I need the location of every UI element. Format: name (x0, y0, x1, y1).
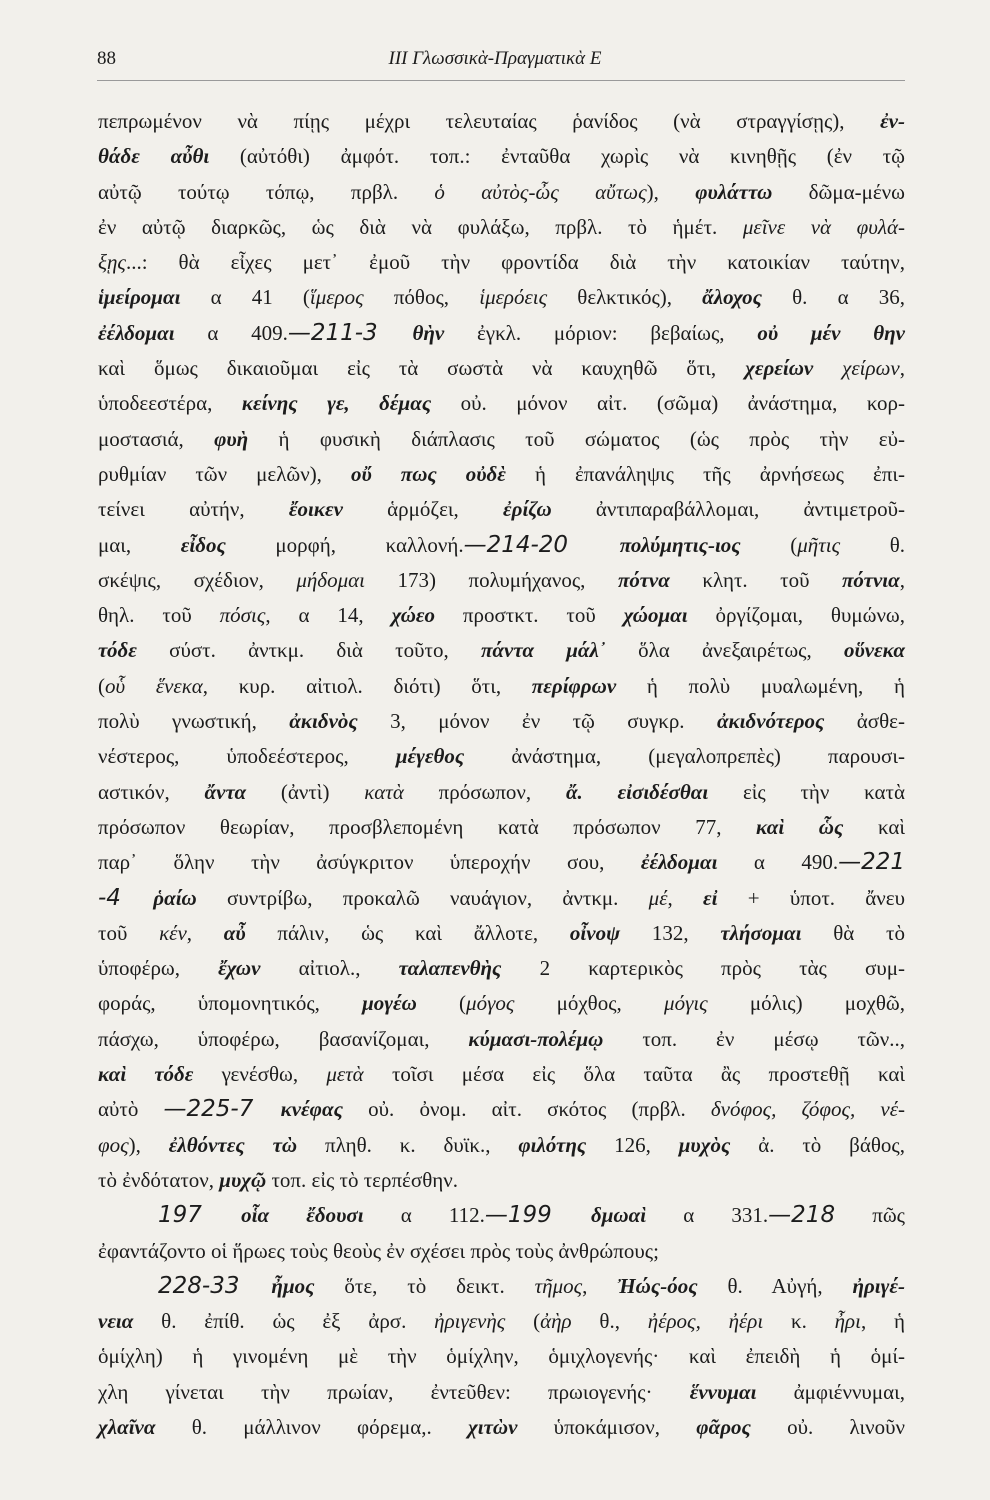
gloss-text: ὑποδεεστέρα, (98, 391, 242, 416)
headword: μυχῷ (219, 1167, 267, 1192)
gloss-text: οὐ. μόνον αἰτ. (σῶμα) ἀνάστημα, κορ- (431, 391, 905, 416)
italic-term: μόγις (664, 991, 708, 1016)
gloss-text: σύστ. ἀντκμ. διὰ τοῦτο, (136, 638, 481, 663)
headword: πάντα μάλ᾽ (480, 638, 606, 663)
headword: ἔοικεν (288, 497, 343, 522)
text-line (98, 1410, 905, 1445)
gloss-text: ὁμίχλη) ἡ γινομένη μὲ τὴν ὁμίχλην, ὁμιχλογενής· καὶ ἐπειδὴ ἡ ὁμί- (98, 1344, 905, 1369)
gloss-text: ἐφαντάζοντο οἱ ἥρωες τοὺς θεοὺς ἐν σχέσει πρὸς τοὺς ἀνθρώπους; (98, 1238, 659, 1263)
text-line (98, 139, 905, 174)
headword: ῥαίω (153, 885, 197, 910)
gloss-text: α 112. (363, 1203, 485, 1228)
text-line (98, 316, 905, 351)
verse-reference: —214-20 (463, 531, 620, 558)
gloss-text: ἀμφιέννυμαι, (756, 1379, 905, 1404)
gloss-text: τοπ. ἐν μέσῳ τῶν.., (603, 1026, 905, 1051)
gloss-text: συντρίβω, προκαλῶ ναυάγιον, ἀντκμ. (196, 885, 649, 910)
text-line (98, 563, 905, 598)
headword: φυλάττω (695, 179, 773, 204)
gloss-text: αὐτῷ τούτῳ τόπῳ, πρβλ. (98, 179, 435, 204)
verse-reference: —225-7 (163, 1096, 281, 1123)
gloss-text: , (899, 567, 905, 592)
gloss-text: μόλις) μοχθῶ, (707, 991, 905, 1016)
headword: οὐ μέν θην (757, 320, 905, 345)
gloss-text: ἡ φυσικὴ διάπλασις τοῦ σώματος (ὡς πρὸς τὴν εὐ- (248, 426, 905, 451)
headword: ἕννυμαι (689, 1379, 757, 1404)
gloss-text: ἡ πολὺ μυαλωμένη, ἡ (616, 673, 905, 698)
gloss-text: α 331. (646, 1203, 769, 1228)
gloss-text: πρόσωπον, (403, 779, 566, 804)
headword: μογέω (362, 991, 417, 1016)
headword: φᾶρος (696, 1414, 751, 1439)
gloss-text: θ. μάλλινον φόρεμα,. (155, 1414, 468, 1439)
text-line (98, 245, 905, 280)
text-line (98, 1304, 905, 1339)
text-line (98, 669, 905, 704)
gloss-text: τοῖσι μέσα εἰς ὅλα ταῦτα ἂς προστεθῇ καὶ (363, 1062, 905, 1087)
headword: φιλότης (518, 1132, 587, 1157)
headword: Ἠώς-όος (617, 1273, 698, 1298)
verse-reference: 228-33 (158, 1272, 272, 1299)
headword: οἶνοψ (569, 920, 621, 945)
gloss-text: μαι, (98, 532, 181, 557)
italic-term: δνόφος, ζόφος, νέ- (710, 1097, 905, 1122)
gloss-text: πῶς (835, 1203, 905, 1228)
gloss-text: αστικόν, (98, 779, 205, 804)
headword: κείνης γε, δέμας (241, 391, 432, 416)
header-rule (97, 80, 905, 81)
headword: χώομαι (623, 603, 688, 628)
text-line (98, 210, 905, 245)
text-line (98, 1163, 905, 1198)
gloss-text: καὶ (843, 814, 905, 839)
gloss-text: πολὺ γνωστική, (98, 709, 290, 734)
italic-term: ἦρι (834, 1309, 861, 1334)
gloss-text: α 490. (717, 850, 839, 875)
gloss-text: καὶ ὅμως δικαιοῦμαι εἰς τὰ σωστὰ νὰ καυχηθῶ ὅτι, (98, 356, 746, 381)
headword: ἐέλδομαι (98, 320, 175, 345)
italic-term: μέ (648, 885, 668, 910)
gloss-text: πάσχω, ὑποφέρω, βασανίζομαι, (98, 1026, 469, 1051)
body-text (98, 104, 905, 1445)
gloss-text: θ. (840, 532, 905, 557)
italic-term: πόσις (219, 603, 266, 628)
text-line (98, 386, 905, 421)
verse-reference: 197 (158, 1202, 242, 1229)
italic-term: ἠέρος, ἠέρι (647, 1309, 764, 1334)
headword: ἐλθόντες τὼ (168, 1132, 298, 1157)
gloss-text: ἀντιπαραβάλλομαι, ἀντιμετροῦ- (551, 497, 905, 522)
gloss-text: ὅλα ἀνεξαιρέτως, (605, 638, 844, 663)
gloss-text: θ. ἐπίθ. ὡς ἐξ ἀρσ. (133, 1309, 435, 1334)
italic-term: μετὰ (326, 1062, 364, 1087)
gloss-text: ἐγκλ. μόριον: βεβαίως, (444, 320, 758, 345)
text-line (98, 1198, 905, 1233)
headword: ἐέλδομαι (640, 850, 718, 875)
gloss-text: τὸ ἐνδότατον, (98, 1167, 220, 1192)
text-line (98, 1092, 905, 1127)
gloss-text: ), (128, 1132, 169, 1157)
gloss-text: ὑποκάμισον, (517, 1414, 697, 1439)
gloss-text: ( (740, 532, 798, 557)
text-line (98, 1234, 905, 1269)
gloss-text: μορφή, καλλονή. (225, 532, 464, 557)
gloss-text: ὀργίζομαι, θυμώνω, (687, 603, 906, 628)
text-line (98, 1269, 905, 1304)
gloss-text: , (899, 356, 905, 381)
verse-reference: -4 (98, 884, 154, 911)
italic-term: κέν (159, 920, 187, 945)
gloss-text: (ἀντὶ) (246, 779, 365, 804)
gloss-text: ρυθμίαν τῶν μελῶν), (98, 461, 351, 486)
headword: χώεο (391, 603, 435, 628)
text-line (98, 457, 905, 492)
headword: περίφρων (531, 673, 617, 698)
text-line (98, 916, 905, 951)
gloss-text: ἐν αὐτῷ διαρκῶς, ὡς διὰ νὰ φυλάξω, πρβλ. τὸ ἡμέτ. (98, 214, 743, 239)
gloss-text: χλη γίνεται τὴν πρωίαν, ἐντεῦθεν: πρωιογενής· (98, 1379, 690, 1404)
italic-term: ὁ αὐτὸς-ὦς αὔτως (434, 179, 647, 204)
headword: πότνια (841, 567, 900, 592)
gloss-text: , (582, 1273, 618, 1298)
headword: πότνα (617, 567, 670, 592)
headword: ἀκιδνὸς (289, 709, 358, 734)
headword: ἄ. εἰσιδέσθαι (565, 779, 709, 804)
gloss-text: ), (646, 179, 696, 204)
headword: ἔχων (218, 956, 261, 981)
gloss-text: γενέσθω, (193, 1062, 327, 1087)
headword: οὕνεκα (843, 638, 906, 663)
italic-term: κατὰ (364, 779, 404, 804)
gloss-text: θὰ τὸ (801, 920, 905, 945)
gloss-text: μοστασιά, (98, 426, 215, 451)
gloss-text: παρ᾽ ὅλην τὴν ἀσύγκριτον ὑπεροχήν σου, (98, 850, 641, 875)
gloss-text: πεπρωμένον νὰ πίῃς μέχρι τελευταίας ῥανίδος (νὰ στραγγίσῃς), (98, 109, 881, 133)
text-line (98, 1057, 905, 1092)
verse-reference: —221 (838, 849, 905, 876)
text-line (98, 986, 905, 1021)
italic-term: μῆτις (797, 532, 841, 557)
gloss-text: πόθος, (363, 285, 480, 310)
text-line (98, 633, 905, 668)
headword: ἐρίζω (503, 497, 552, 522)
gloss-text: δῶμα-μένω (772, 179, 905, 204)
headword: οἷα ἔδουσι (241, 1203, 364, 1228)
gloss-text: κλητ. τοῦ (669, 567, 842, 592)
italic-term: ἀὴρ (540, 1309, 572, 1334)
gloss-text: α 41 ( (180, 285, 310, 310)
headword: χιτὼν (467, 1414, 518, 1439)
headword: τόδε (98, 638, 137, 663)
gloss-text: οὐ. ὀνομ. αἰτ. σκότος (πρβλ. (342, 1097, 711, 1122)
text-line (98, 810, 905, 845)
text-line (98, 775, 905, 810)
headword: ἦμος (271, 1273, 315, 1298)
gloss-text: α 409. (174, 320, 288, 345)
gloss-text: θ. Αὐγή, (697, 1273, 853, 1298)
headword: θάδε αὖθι (98, 144, 210, 169)
gloss-text: ...: θὰ εἶχες μετ᾽ ἐμοῦ τὴν φροντίδα διὰ τὴν κατοικίαν ταύτην, (125, 250, 905, 275)
italic-term: ἵμερος (309, 285, 364, 310)
headword: καὶ τόδε (98, 1062, 194, 1087)
text-line (98, 881, 905, 916)
gloss-text: προστκτ. τοῦ (435, 603, 624, 628)
headword: δμωαὶ (591, 1203, 647, 1228)
verse-reference: —199 (484, 1202, 591, 1229)
gloss-text: 3, μόνον ἐν τῷ συγκρ. (357, 709, 717, 734)
gloss-text: 2 καρτερικὸς πρὸς τὰς συμ- (501, 956, 905, 981)
italic-term: μόγος (466, 991, 515, 1016)
gloss-text: αὐτὸ (98, 1097, 164, 1122)
gloss-text: ὅτε, τὸ δεικτ. (314, 1273, 535, 1298)
headword: ἀκιδνότερος (716, 709, 825, 734)
text-line (98, 598, 905, 633)
gloss-text: ἀ. τὸ βάθος, (730, 1132, 905, 1157)
headword: αὖ (223, 920, 246, 945)
running-title: III Γλωσσικὰ-Πραγματικὰ Ε (388, 48, 602, 69)
gloss-text: πληθ. κ. δυϊκ., (297, 1132, 519, 1157)
verse-reference: —211-3 (287, 319, 413, 346)
headword: χλαῖνα (98, 1414, 156, 1439)
gloss-text: θ., (571, 1309, 648, 1334)
italic-term: ξῃς (98, 250, 126, 275)
italic-term: ἱμερόεις (479, 285, 548, 310)
text-line (98, 351, 905, 386)
text-line (98, 1022, 905, 1057)
headword: πολύμητις-ιος (619, 532, 741, 557)
gloss-text: σκέψις, σχέδιον, (98, 567, 297, 592)
headword: φυὴ (214, 426, 249, 451)
gloss-text: , (667, 885, 704, 910)
text-line (98, 739, 905, 774)
headword: νεια (98, 1309, 134, 1334)
text-line (98, 1128, 905, 1163)
gloss-text: 132, (620, 920, 721, 945)
gloss-text: ἡ ἐπανάληψις τῆς ἀρνήσεως ἐπι- (505, 461, 906, 486)
text-line (98, 845, 905, 880)
gloss-text: θελκτικός), (547, 285, 703, 310)
verse-reference: —218 (768, 1202, 836, 1229)
gloss-text: νέστερος, ὑποδεέστερος, (98, 744, 396, 769)
headword: μυχὸς (678, 1132, 731, 1157)
italic-term: χείρων (813, 356, 900, 381)
gloss-text: ὑποφέρω, (98, 956, 219, 981)
gloss-text: ἀσθε- (824, 709, 905, 734)
gloss-text: , α 14, (265, 603, 392, 628)
gloss-text: 173) πολυμήχανος, (364, 567, 618, 592)
headword: χερείων (745, 356, 814, 381)
gloss-text: τείνει αὐτήν, (98, 497, 289, 522)
italic-term: μεῖνε νὰ φυλά- (742, 214, 905, 239)
headword: ταλαπενθὴς (398, 956, 502, 981)
gloss-text: ( (98, 673, 105, 698)
text-line (98, 704, 905, 739)
gloss-text: 126, (586, 1132, 679, 1157)
text-line (98, 951, 905, 986)
gloss-text: εἰς τὴν κατὰ (708, 779, 905, 804)
gloss-text: αἰτιολ., (260, 956, 399, 981)
headword: κνέφας (280, 1097, 343, 1122)
text-line (98, 175, 905, 210)
gloss-text: πρόσωπον θεωρίαν, προσβλεπομένη κατὰ πρόσωπον 77, (98, 814, 757, 839)
italic-term: ἠριγενὴς (434, 1309, 506, 1334)
gloss-text: , (186, 920, 224, 945)
headword: ἐν- (880, 109, 905, 133)
gloss-text: ἁρμόζει, (342, 497, 504, 522)
headword: ἱμείρομαι (98, 285, 181, 310)
gloss-text: (αὐτόθι) ἀμφότ. τοπ.: ἐνταῦθα χωρὶς νὰ κινηθῇς (ἐν τῷ (209, 144, 905, 169)
headword: ἄλοχος (702, 285, 762, 310)
headword: ἠριγέ- (852, 1273, 905, 1298)
gloss-text: τοῦ (98, 920, 160, 945)
headword: θὴν (412, 320, 445, 345)
headword: εἶδος (180, 532, 226, 557)
gloss-text: ἀνάστημα, (μεγαλοπρεπὲς) παρουσι- (464, 744, 905, 769)
headword: ἄντα (204, 779, 247, 804)
gloss-text: , ἡ (860, 1309, 905, 1334)
headword: οὔ πως οὐδὲ (350, 461, 506, 486)
italic-term: μήδομαι (296, 567, 365, 592)
page-number: 88 (97, 48, 116, 69)
italic-term: οὗ ἕνεκα (105, 673, 203, 698)
gloss-text: , κυρ. αἰτιολ. διότι) ὅτι, (202, 673, 532, 698)
gloss-text: κ. (763, 1309, 835, 1334)
italic-term: φος (98, 1132, 129, 1157)
text-line (98, 422, 905, 457)
gloss-text: ( (505, 1309, 541, 1334)
text-line (98, 528, 905, 563)
headword: τλήσομαι (720, 920, 802, 945)
gloss-text: φοράς, ὑπομονητικός, (98, 991, 363, 1016)
headword: εἰ (703, 885, 718, 910)
italic-term: τῆμος (534, 1273, 583, 1298)
text-line (98, 104, 905, 139)
gloss-text: + ὑποτ. ἄνευ (717, 885, 906, 910)
text-line (98, 280, 905, 315)
gloss-text: μόχθος, (514, 991, 665, 1016)
text-line (98, 1375, 905, 1410)
gloss-text: οὐ. λινοῦν (750, 1414, 905, 1439)
text-line (98, 1339, 905, 1374)
gloss-text: θηλ. τοῦ (98, 603, 220, 628)
headword: κύμασι-πολέμῳ (468, 1026, 604, 1051)
headword: καὶ ὧς (756, 814, 844, 839)
gloss-text: θ. α 36, (761, 285, 906, 310)
text-line (98, 492, 905, 527)
headword: μέγεθος (395, 744, 465, 769)
gloss-text: πάλιν, ὡς καὶ ἄλλοτε, (245, 920, 570, 945)
gloss-text: ( (416, 991, 467, 1016)
gloss-text: τοπ. εἰς τὸ τερπέσθην. (266, 1167, 458, 1192)
